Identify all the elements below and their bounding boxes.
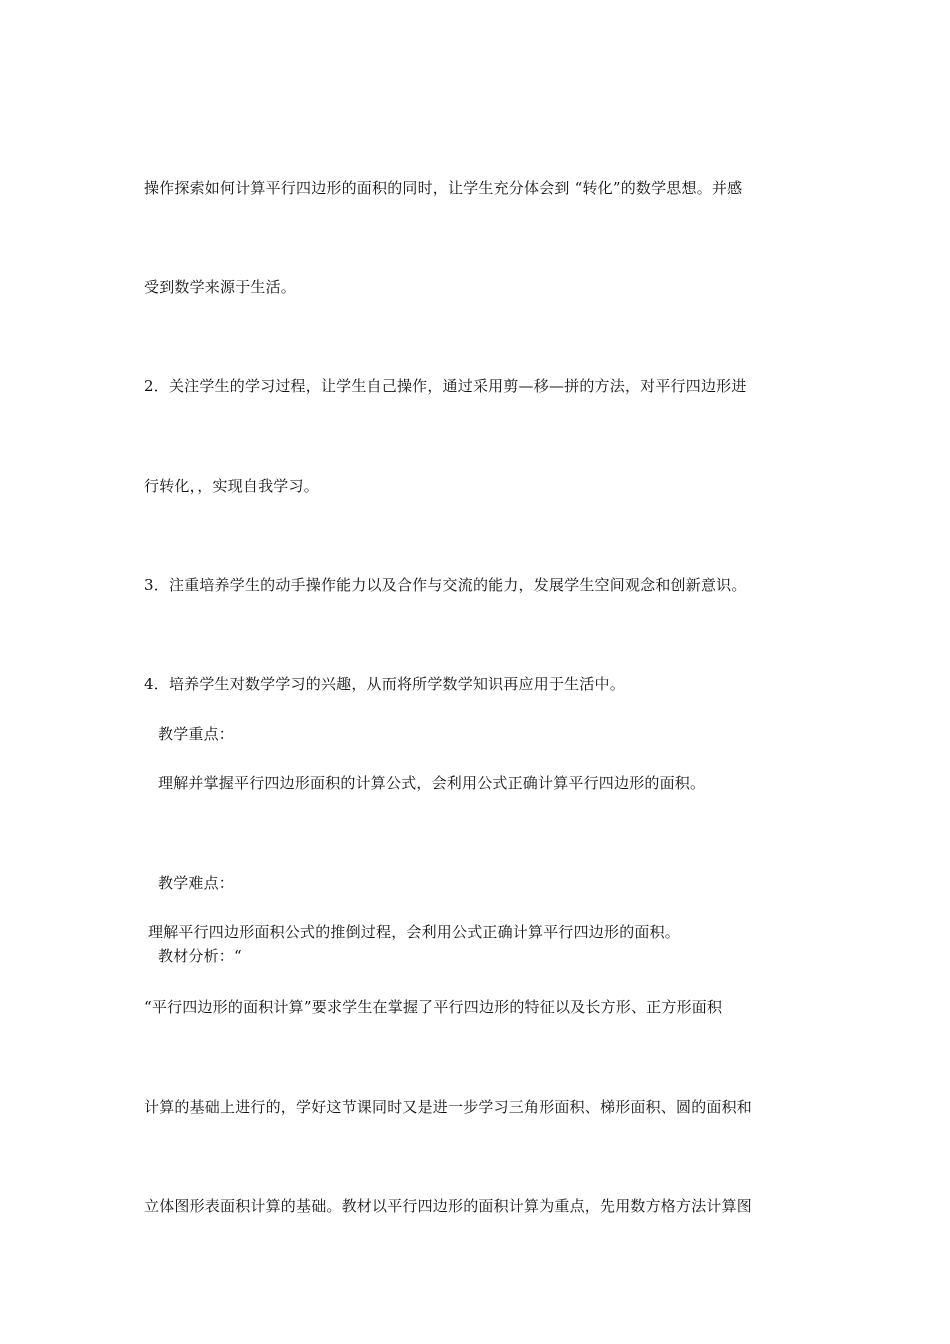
objective-4: 4．培养学生对数学学习的兴趣，从而将所学数学知识再应用于生活中。 bbox=[144, 675, 625, 693]
material-analysis-line-2: 计算的基础上进行的，学好这节课同时又是进一步学习三角形面积、梯形面积、圆的面积和 bbox=[144, 1098, 753, 1116]
teaching-difficulty-text: 理解平行四边形面积公式的推倒过程，会利用公式正确计算平行四边形的面积。 bbox=[148, 923, 681, 941]
material-analysis-line-1: “平行四边形的面积计算”要求学生在掌握了平行四边形的特征以及长方形、正方形面积 bbox=[144, 998, 723, 1016]
material-analysis-heading: 教材分析：“ bbox=[158, 947, 242, 965]
objective-2-line-2: 行转化，，实现自我学习。 bbox=[144, 477, 319, 495]
objective-3: 3．注重培养学生的动手操作能力以及合作与交流的能力，发展学生空间观念和创新意识。 bbox=[144, 576, 747, 594]
teaching-focus-text: 理解并掌握平行四边形面积的计算公式，会利用公式正确计算平行四边形的面积。 bbox=[158, 774, 706, 792]
material-analysis-line-3: 立体图形表面积计算的基础。教材以平行四边形的面积计算为重点，先用数方格方法计算图 bbox=[144, 1197, 753, 1215]
teaching-difficulty-heading: 教学难点： bbox=[158, 874, 235, 892]
paragraph-line-1: 操作探索如何计算平行四边形的面积的同时，让学生充分体会到 “转化”的数学思想。并感 bbox=[144, 179, 743, 197]
paragraph-line-2: 受到数学来源于生活。 bbox=[144, 278, 297, 296]
teaching-focus-heading: 教学重点： bbox=[158, 725, 235, 743]
objective-2-line-1: 2．关注学生的学习过程，让学生自己操作，通过采用剪—移—拼的方法，对平行四边形进 bbox=[144, 377, 747, 395]
